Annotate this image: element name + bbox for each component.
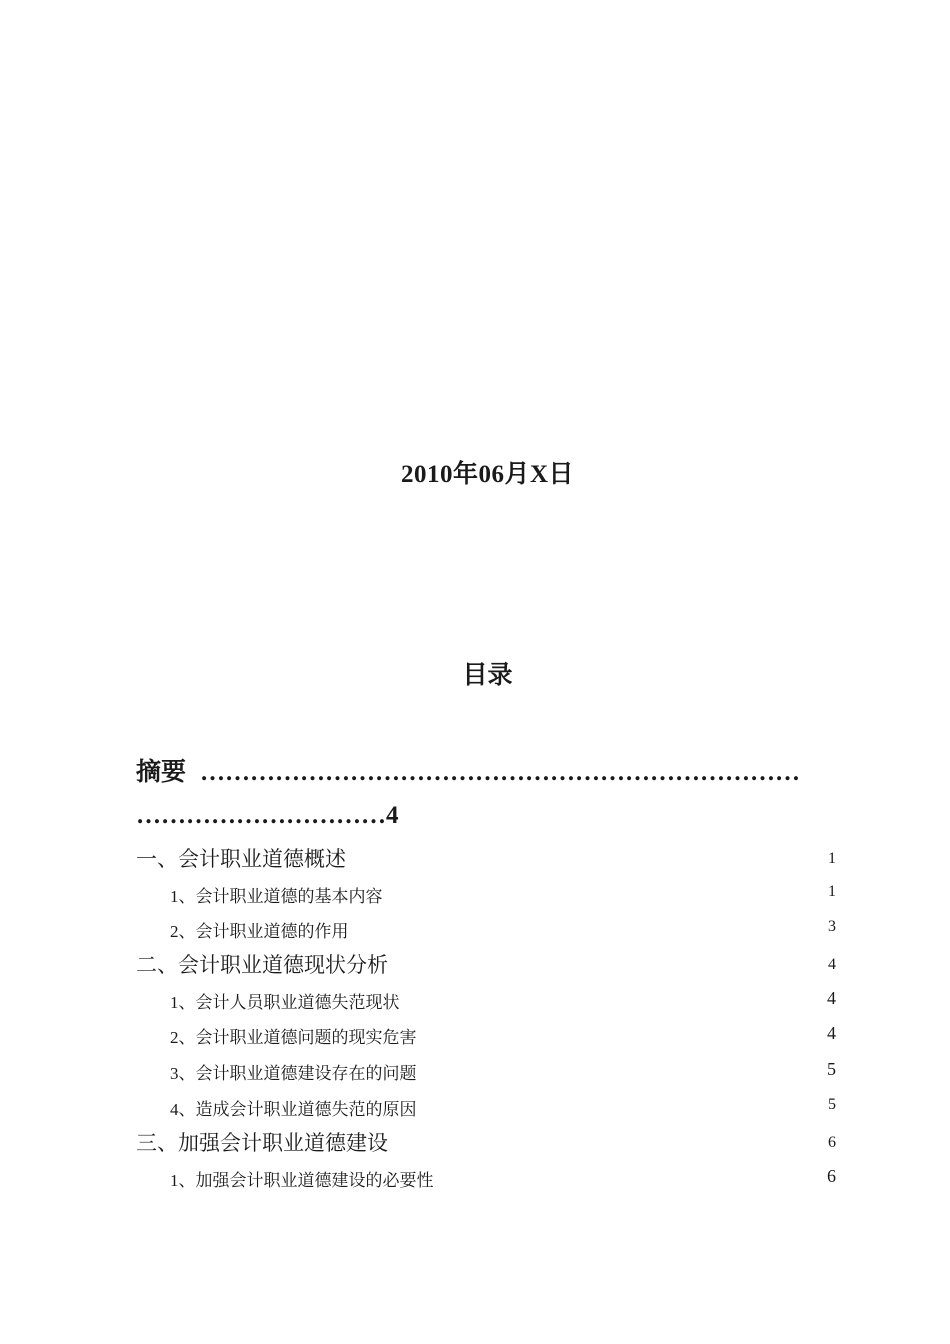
toc-entry-text: 1、会计人员职业道德失范现状 xyxy=(170,993,400,1012)
toc-entry-subsection[interactable] xyxy=(0,879,950,911)
toc-entry-text: 1、会计职业道德的基本内容 xyxy=(170,887,383,906)
toc-entry-subsection[interactable] xyxy=(0,1020,950,1052)
toc-entry-section-3[interactable] xyxy=(0,1127,950,1159)
toc-entry-text: 2、会计职业道德的作用 xyxy=(170,922,349,941)
toc-leader-dots: ………………………… xyxy=(136,802,386,829)
toc-entry-page: 5 xyxy=(828,1096,836,1113)
toc-entry-text: 2、会计职业道德问题的现实危害 xyxy=(170,1028,417,1047)
toc-abstract-entry xyxy=(136,752,836,792)
toc-entry-page: 3 xyxy=(828,918,836,935)
toc-abstract-page: 4 xyxy=(386,802,399,829)
toc-entry-page: 1 xyxy=(828,883,836,900)
toc-entry-page: 5 xyxy=(827,1059,836,1079)
toc-entry-page: 4 xyxy=(828,956,836,973)
toc-entry-section-1[interactable] xyxy=(0,843,950,875)
toc-leader-dots: ……………………………………………………………… xyxy=(200,759,801,786)
toc-entry-subsection[interactable] xyxy=(0,1163,950,1195)
toc-entry-text: 一、会计职业道德概述 xyxy=(136,847,346,871)
toc-entry-page: 6 xyxy=(827,1166,836,1186)
toc-title: 目录 xyxy=(462,662,513,689)
toc-entry-text: 三、加强会计职业道德建设 xyxy=(136,1131,388,1155)
document-date: 2010年06月X日 xyxy=(400,461,575,488)
toc-entry-text: 二、会计职业道德现状分析 xyxy=(136,953,388,977)
toc-entry-text: 3、会计职业道德建设存在的问题 xyxy=(170,1064,417,1083)
toc-entry-subsection[interactable] xyxy=(0,1056,950,1088)
toc-entry-page: 1 xyxy=(828,850,836,867)
toc-entry-subsection[interactable] xyxy=(0,1092,950,1124)
toc-entry-subsection[interactable] xyxy=(0,985,950,1017)
toc-entry-page: 4 xyxy=(827,988,836,1008)
toc-entry-page: 4 xyxy=(827,1023,836,1043)
toc-abstract-label: 摘要 xyxy=(136,759,187,786)
toc-entry-text: 4、造成会计职业道德失范的原因 xyxy=(170,1100,417,1119)
toc-entry-subsection[interactable] xyxy=(0,914,950,946)
toc-abstract-continuation xyxy=(136,802,399,830)
toc-entry-page: 6 xyxy=(828,1134,836,1151)
toc-entry-text: 1、加强会计职业道德建设的必要性 xyxy=(170,1171,434,1190)
toc-entry-section-2[interactable] xyxy=(0,949,950,981)
